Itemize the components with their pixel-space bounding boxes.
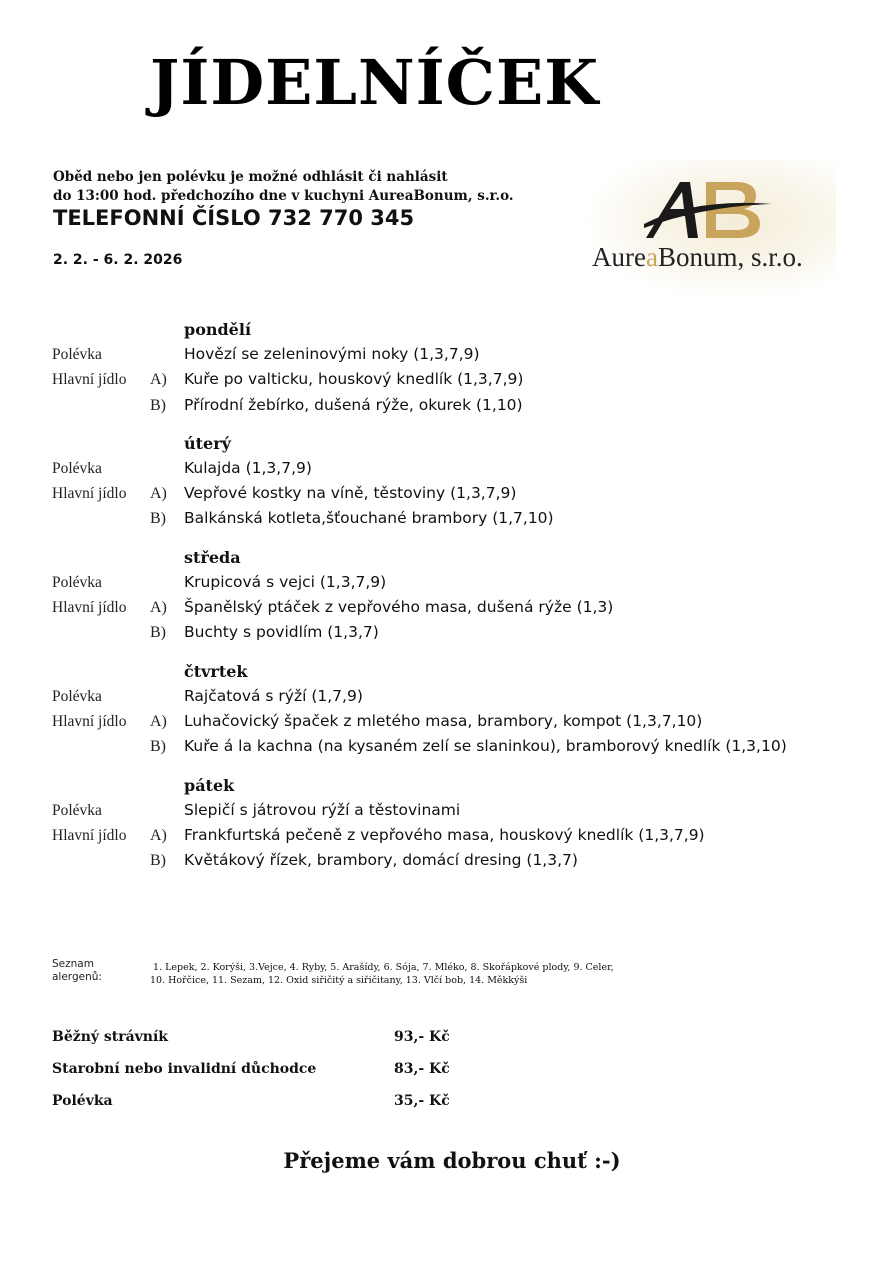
main-dish-b: Kuře á la kachna (na kysaném zelí se slaninkou), bramborový knedlík (1,3,10) — [184, 737, 787, 756]
option-label: B) — [150, 738, 166, 756]
category-label: Hlavní jídlo — [52, 485, 127, 503]
main-dish-b: Přírodní žebírko, dušená rýže, okurek (1,10) — [184, 395, 523, 414]
option-label: B) — [150, 510, 166, 528]
price-label: Polévka — [52, 1093, 113, 1109]
notice-line-2: do 13:00 hod. předchozího dne v kuchyni AureaBonum, s.r.o. — [53, 188, 514, 204]
soup-dish: Hovězí se zeleninovými noky (1,3,7,9) — [184, 345, 480, 363]
main-a-row — [0, 481, 896, 506]
main-b-row — [0, 734, 896, 759]
option-label: B) — [150, 396, 166, 414]
price-list — [52, 1026, 450, 1122]
ordering-notice — [53, 168, 514, 206]
main-b-row — [0, 506, 896, 531]
main-dish-a: Luhačovický špaček z mletého masa, brambory, kompot (1,3,7,10) — [184, 711, 703, 730]
price-value: 83,- Kč — [394, 1061, 450, 1077]
main-dish-b: Balkánská kotleta,šťouchané brambory (1,7,10) — [184, 509, 554, 528]
notice-line-1: Oběd nebo jen polévku je možné odhlásit či nahlásit — [53, 169, 448, 185]
allergen-list — [52, 958, 614, 987]
main-a-row — [0, 823, 896, 848]
day-name: úterý — [184, 433, 231, 453]
main-dish-b: Květákový řízek, brambory, domácí dresing (1,3,7) — [184, 851, 578, 870]
day-name: pátek — [184, 775, 235, 795]
page-title: JÍDELNÍČEK — [150, 46, 600, 119]
soup-row — [0, 570, 896, 595]
option-label: B) — [150, 624, 166, 642]
price-label: Starobní nebo invalidní důchodce — [52, 1061, 317, 1077]
day-block-friday — [0, 774, 896, 874]
price-row — [52, 1090, 450, 1122]
option-label: A) — [150, 712, 167, 730]
option-label: A) — [150, 826, 167, 844]
soup-dish: Krupicová s vejci (1,3,7,9) — [184, 572, 387, 591]
price-row — [52, 1058, 450, 1090]
soup-row — [0, 798, 896, 823]
main-a-row — [0, 595, 896, 620]
main-dish-a: Frankfurtská pečeně z vepřového masa, houskový knedlík (1,3,7,9) — [184, 825, 705, 844]
phone-number: TELEFONNÍ ČÍSLO 732 770 345 — [53, 206, 415, 230]
day-block-monday — [0, 318, 896, 418]
soup-row — [0, 456, 896, 481]
soup-row — [0, 684, 896, 709]
main-dish-b: Buchty s povidlím (1,3,7) — [184, 623, 379, 642]
price-value: 93,- Kč — [394, 1029, 450, 1045]
closing-wish: Přejeme vám dobrou chuť :-) — [283, 1148, 621, 1173]
option-label: B) — [150, 852, 166, 870]
category-label: Polévka — [52, 801, 102, 819]
category-label: Polévka — [52, 346, 102, 363]
option-label: A) — [150, 599, 167, 617]
soup-dish: Slepičí s játrovou rýží a těstovinami — [184, 800, 461, 819]
category-label: Hlavní jídlo — [52, 712, 127, 730]
main-a-row — [0, 367, 896, 392]
category-label: Hlavní jídlo — [52, 599, 127, 617]
allergen-label: Seznam alergenů: — [52, 958, 102, 983]
main-b-row — [0, 393, 896, 418]
day-block-wednesday — [0, 546, 896, 646]
allergen-items: 1. Lepek, 2. Korýši, 3.Vejce, 4. Ryby, 5. Arašídy, 6. Sója, 7. Mléko, 8. Skořápkové plody, 9. Celer, 10. Hořčice, 11. Sezam, 12. Oxid siřičitý a siřičitany, 13. Vlčí bob, 14. Měkkýši — [150, 962, 614, 986]
main-dish-a: Španělský ptáček z vepřového masa, dušená rýže (1,3) — [184, 598, 614, 617]
ab-monogram-icon — [644, 178, 774, 240]
soup-row — [0, 342, 896, 367]
company-logo — [588, 160, 836, 296]
option-label: A) — [150, 485, 167, 503]
main-b-row — [0, 848, 896, 873]
main-dish-a: Vepřové kostky na víně, těstoviny (1,3,7,9) — [184, 484, 517, 503]
category-label: Hlavní jídlo — [52, 371, 127, 389]
day-name: pondělí — [184, 320, 252, 339]
category-label: Polévka — [52, 573, 102, 591]
category-label: Polévka — [52, 459, 102, 477]
soup-dish: Kulajda (1,3,7,9) — [184, 458, 312, 477]
price-row — [52, 1026, 450, 1058]
price-value: 35,- Kč — [394, 1093, 450, 1109]
category-label: Polévka — [52, 687, 102, 705]
main-a-row — [0, 709, 896, 734]
option-label: A) — [150, 371, 167, 389]
price-label: Běžný strávník — [52, 1029, 169, 1045]
main-dish-a: Kuře po valticku, houskový knedlík (1,3,7,9) — [184, 370, 524, 389]
day-name: středa — [184, 547, 241, 567]
weekly-menu — [0, 318, 896, 887]
category-label: Hlavní jídlo — [52, 826, 127, 844]
day-block-thursday — [0, 660, 896, 760]
soup-dish: Rajčatová s rýží (1,7,9) — [184, 686, 363, 705]
day-name: čtvrtek — [184, 661, 248, 681]
company-name: AureaBonum, s.r.o. — [592, 242, 803, 272]
day-block-tuesday — [0, 432, 896, 532]
date-range: 2. 2. - 6. 2. 2026 — [53, 252, 183, 268]
main-b-row — [0, 620, 896, 645]
